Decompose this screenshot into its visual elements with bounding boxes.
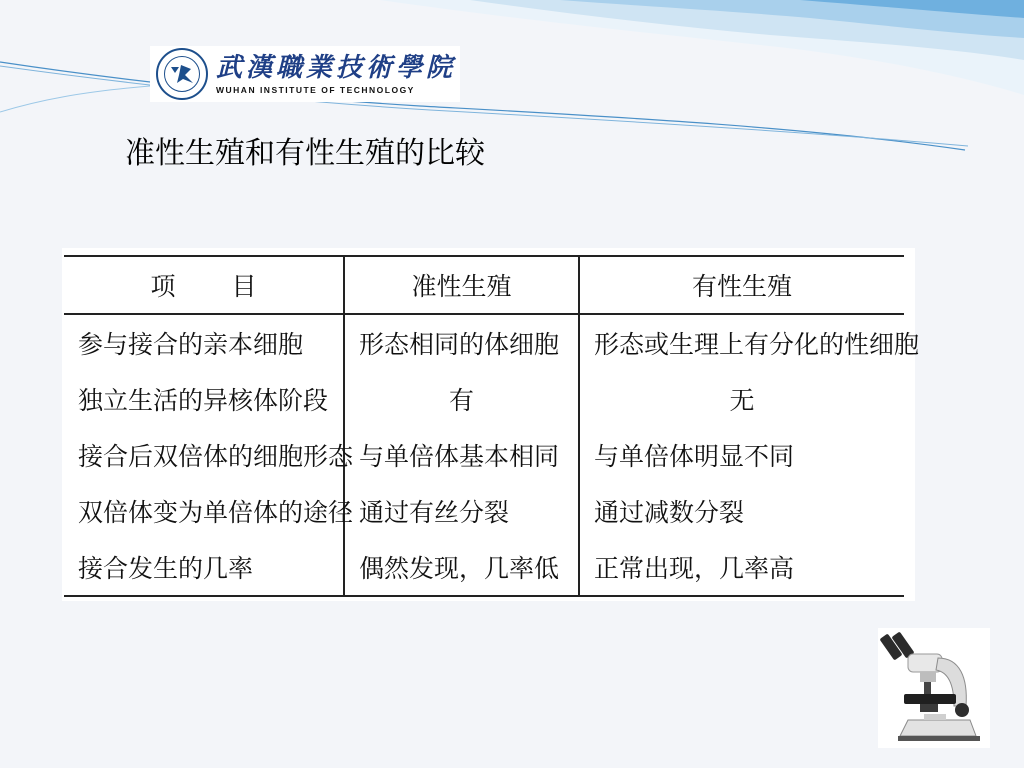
table-row bbox=[64, 371, 904, 427]
row-sexual: 正常出现，几率高 bbox=[579, 539, 904, 596]
row-parasexual: 通过有丝分裂 bbox=[344, 483, 579, 539]
row-parasexual: 偶然发现，几率低 bbox=[344, 539, 579, 596]
table-header-row bbox=[64, 256, 904, 314]
row-parasexual: 形态相同的体细胞 bbox=[344, 314, 579, 371]
slide-title: 准性生殖和有性生殖的比较 bbox=[125, 136, 485, 171]
comparison-table-card bbox=[62, 248, 920, 601]
microscope-icon bbox=[878, 628, 990, 748]
header-item: 项 目 bbox=[64, 256, 344, 314]
logo-chinese-name: 武漢職業技術學院 bbox=[216, 53, 457, 83]
row-sexual: 无 bbox=[579, 371, 904, 427]
row-sexual: 与单倍体明显不同 bbox=[579, 427, 904, 483]
row-parasexual: 与单倍体基本相同 bbox=[344, 427, 579, 483]
logo-english-name: WUHAN INSTITUTE OF TECHNOLOGY bbox=[216, 85, 415, 95]
row-item: 接合发生的几率 bbox=[64, 539, 344, 596]
university-seal-icon bbox=[156, 48, 208, 100]
row-item: 接合后双倍体的细胞形态 bbox=[78, 442, 354, 471]
table-row bbox=[64, 483, 904, 539]
header-parasexual: 准性生殖 bbox=[344, 256, 579, 314]
table-row bbox=[64, 427, 904, 483]
row-item: 独立生活的异核体阶段 bbox=[78, 386, 329, 415]
comparison-table bbox=[64, 255, 920, 597]
table-row bbox=[64, 314, 904, 371]
row-sexual: 通过减数分裂 bbox=[579, 483, 904, 539]
header-sexual: 有性生殖 bbox=[579, 256, 904, 314]
table-row bbox=[64, 539, 904, 596]
row-sexual: 形态或生理上有分化的性细胞 bbox=[579, 314, 904, 371]
university-logo bbox=[150, 46, 460, 102]
row-item: 参与接合的亲本细胞 bbox=[78, 330, 304, 359]
row-item: 双倍体变为单倍体的途径 bbox=[78, 498, 354, 527]
row-parasexual: 有 bbox=[344, 371, 579, 427]
